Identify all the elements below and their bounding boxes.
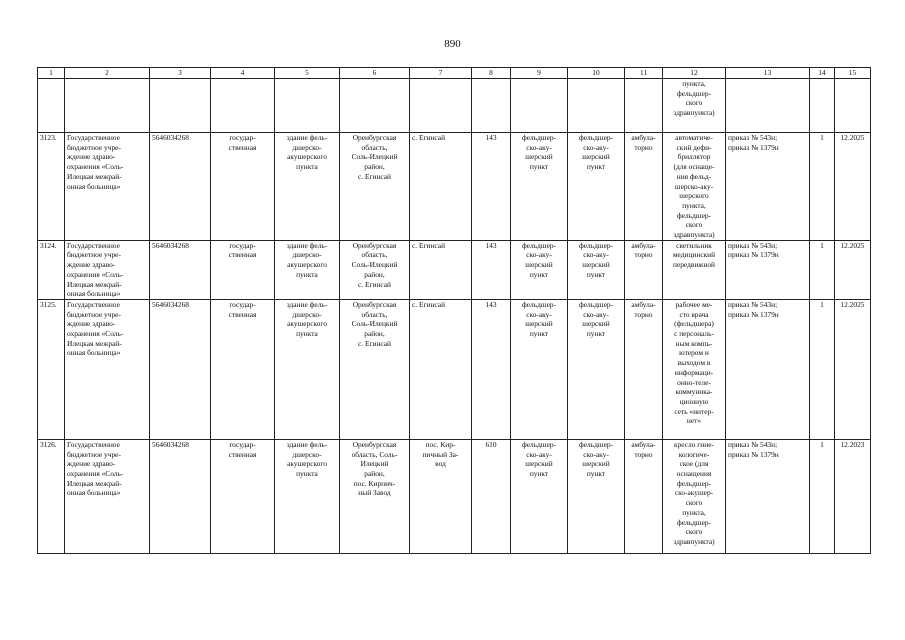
table-row <box>38 240 871 299</box>
quantity-cell: 1 <box>820 240 824 250</box>
column-header: 14 <box>810 68 835 79</box>
column-header: 1 <box>38 68 65 79</box>
row-number: 3123. <box>40 133 57 142</box>
ownership-cell: государ- ственная <box>228 240 257 260</box>
order-cell: приказ № 543н; приказ № 1379н <box>728 133 779 152</box>
ownership-cell: государ- ственная <box>228 299 257 319</box>
date-cell: 12.2023 <box>840 439 865 449</box>
page-number: 890 <box>444 38 461 50</box>
organization-name: Государственное бюджетное учре- ждение здраво- охранения «Соль- Илецкая межрай- онная больница» <box>67 133 124 191</box>
row-number: 3126. <box>40 439 57 449</box>
column-header: 3 <box>150 68 211 79</box>
ownership-cell: государ- ственная <box>228 439 257 459</box>
facility-type-cell: фельдшер- ско-аку- шерский пункт <box>578 133 614 172</box>
table-row <box>38 299 871 439</box>
building-cell: здание фель- дшерско- акушерского пункта <box>286 240 328 279</box>
facility-type-cell: фельдшер- ско-аку- шерский пункт <box>521 133 557 172</box>
order-cell: приказ № 543н; приказ № 1379н <box>728 240 779 260</box>
organization-name: Государственное бюджетное учре- ждение здраво- охранения «Соль- Илецкая межрай- онная больница» <box>67 299 124 358</box>
address-cell: Оренбургская область, Соль-Илецкий район, с. Егинсай <box>351 240 398 289</box>
care-form-cell: амбула- торно <box>631 240 656 260</box>
inn-cell: 5646034268 <box>152 299 189 309</box>
population-cell: 143 <box>485 299 497 309</box>
row-number: 3124. <box>40 240 57 250</box>
population-cell: 610 <box>485 439 497 449</box>
quantity-cell: 1 <box>820 299 824 309</box>
settlement-cell: с. Егинсай <box>412 240 446 250</box>
settlement-cell: с. Егинсай <box>412 299 446 309</box>
order-cell: приказ № 543н; приказ № 1379н <box>728 439 779 459</box>
table-row <box>38 133 871 241</box>
column-header: 10 <box>568 68 625 79</box>
facility-type-cell: фельдшер- ско-аку- шерский пункт <box>578 439 614 479</box>
inn-cell: 5646034268 <box>152 240 189 250</box>
column-header: 5 <box>275 68 340 79</box>
column-header: 4 <box>211 68 275 79</box>
equipment-cell: пункта, фельдшер- ского здравпункта) <box>673 79 715 118</box>
facility-type-cell: фельдшер- ско-аку- шерский пункт <box>521 299 557 339</box>
building-cell: здание фель- дшерско- акушерского пункта <box>286 299 328 339</box>
column-header: 12 <box>663 68 726 79</box>
equipment-cell: кресло гине- кологиче- ское (для оснащения фельдшер- ско-акушер- ского пункта, фельдшер- ского здравпункта) <box>673 439 715 546</box>
date-cell: 12.2025 <box>840 299 865 309</box>
facility-type-cell: фельдшер- ско-аку- шерский пункт <box>578 299 614 339</box>
address-cell: Оренбургская область, Соль-Илецкий район, с. Егинсай <box>351 133 398 181</box>
settlement-cell: с. Егинсай <box>412 133 446 142</box>
table-row <box>38 439 871 553</box>
facility-type-cell: фельдшер- ско-аку- шерский пункт <box>521 439 557 479</box>
organization-name: Государственное бюджетное учре- ждение здраво- охранения «Соль- Илецкая межрай- онная больница» <box>67 439 124 498</box>
continuation-row <box>38 79 871 133</box>
order-cell: приказ № 543н; приказ № 1379н <box>728 299 779 319</box>
registry-table <box>37 67 871 554</box>
column-header: 8 <box>472 68 511 79</box>
care-form-cell: амбула- торно <box>631 439 656 459</box>
organization-name: Государственное бюджетное учре- ждение здраво- охранения «Соль- Илецкая межрай- онная больница» <box>67 240 124 299</box>
equipment-cell: рабочее ме- сто врача (фельдшера) с персональ- ным компь- ютером и выходом в информаци- онно-теле- коммуника- ционную сеть «интер- нет» <box>674 299 714 426</box>
column-header: 11 <box>625 68 663 79</box>
facility-type-cell: фельдшер- ско-аку- шерский пункт <box>521 240 557 279</box>
header-row <box>38 68 871 79</box>
equipment-cell: автоматиче- ский дефи- бриллятор (для оснаще- ния фельд- шерско-аку- шерского пункта, фельдшер- ского здравпункта) <box>673 133 715 240</box>
column-header: 2 <box>65 68 150 79</box>
column-header: 9 <box>511 68 568 79</box>
ownership-cell: государ- ственная <box>228 133 257 152</box>
date-cell: 12.2025 <box>840 240 865 250</box>
address-cell: Оренбургская область, Соль- Илецкий район, пос. Кирпич- ный Завод <box>351 439 398 498</box>
inn-cell: 5646034268 <box>152 133 189 142</box>
address-cell: Оренбургская область, Соль-Илецкий район, с. Егинсай <box>351 299 398 348</box>
date-cell: 12.2025 <box>840 133 865 142</box>
column-header: 15 <box>835 68 871 79</box>
facility-type-cell: фельдшер- ско-аку- шерский пункт <box>578 240 614 279</box>
quantity-cell: 1 <box>820 133 824 142</box>
column-header: 6 <box>340 68 410 79</box>
column-header: 7 <box>410 68 472 79</box>
population-cell: 143 <box>485 133 497 142</box>
equipment-cell: светильник медицинский передвижной <box>672 240 716 270</box>
inn-cell: 5646034268 <box>152 439 189 449</box>
settlement-cell: пос. Кир- пичный За- вод <box>422 439 459 469</box>
building-cell: здание фель- дшерско- акушерского пункта <box>286 133 328 172</box>
quantity-cell: 1 <box>820 439 824 449</box>
population-cell: 143 <box>485 240 497 250</box>
row-number: 3125. <box>40 299 57 309</box>
column-header: 13 <box>726 68 810 79</box>
care-form-cell: амбула- торно <box>631 299 656 319</box>
building-cell: здание фель- дшерско- акушерского пункта <box>286 439 328 479</box>
care-form-cell: амбула- торно <box>631 133 656 152</box>
